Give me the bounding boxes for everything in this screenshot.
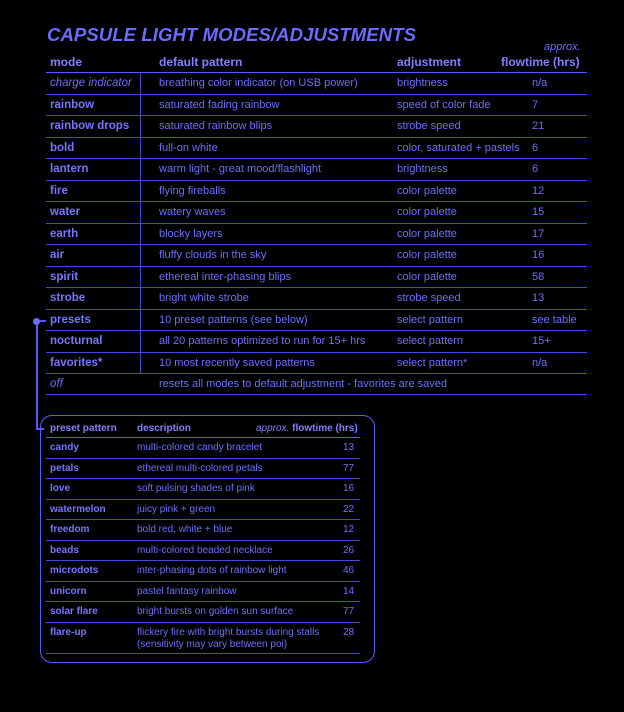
preset-flowtime: 16 (343, 483, 355, 494)
mode-pattern: flying fireballs (159, 184, 226, 197)
mode-adjustment: brightness (397, 163, 448, 175)
mode-flowtime: 15 (532, 206, 545, 218)
table-row (46, 137, 587, 159)
mode-pattern: blocky layers (159, 227, 223, 240)
mode-pattern: 10 preset patterns (see below) (159, 313, 308, 326)
preset-header-pattern: preset pattern (50, 423, 117, 434)
mode-adjustment: color palette (397, 227, 457, 240)
mode-adjustment: color palette (397, 270, 457, 283)
header-flowtime: flowtime (hrs) (501, 55, 580, 69)
mode-adjustment: speed of color fade (397, 98, 491, 111)
table-row (46, 499, 360, 520)
preset-description: bright bursts on golden sun surface (137, 606, 294, 617)
mode-flowtime: 7 (532, 98, 539, 111)
table-row (46, 266, 587, 288)
mode-pattern: ethereal inter-phasing blips (159, 270, 292, 283)
mode-adjustment: strobe speed (397, 292, 461, 304)
table-row (46, 244, 587, 266)
preset-name: love (50, 483, 71, 494)
table-row (46, 72, 587, 94)
mode-name: lantern (50, 163, 89, 175)
preset-name: solar flare (50, 606, 98, 617)
mode-pattern: 10 most recently saved patterns (159, 356, 315, 369)
header-mode: mode (50, 55, 83, 69)
preset-header-description: description (137, 423, 191, 434)
table-row (46, 94, 587, 116)
table-row (46, 158, 587, 180)
connector-dot (33, 318, 40, 325)
mode-adjustment: color palette (397, 206, 457, 218)
preset-name: flare-up (50, 626, 87, 638)
mode-adjustment: strobe speed (397, 120, 461, 132)
preset-description: multi-colored candy bracelet (137, 442, 263, 453)
mode-name: strobe (50, 292, 86, 304)
mode-flowtime: 15+ (532, 335, 551, 347)
table-row (46, 287, 587, 309)
preset-flowtime: 77 (343, 606, 355, 617)
mode-name: bold (50, 141, 75, 154)
mode-name: favorites* (50, 356, 103, 369)
mode-name: water (50, 206, 81, 218)
preset-header-flowtime: flowtime (hrs) (292, 423, 358, 434)
column-divider (140, 72, 141, 373)
table-row (46, 352, 587, 374)
table-row (46, 330, 587, 352)
table-row (46, 201, 587, 223)
mode-adjustment: color, saturated + pastels (397, 141, 520, 154)
preset-description: flickery fire with bright bursts during stalls (sensitivity may vary between poi) (137, 626, 320, 650)
table-row (46, 458, 360, 479)
preset-flowtime: 46 (343, 565, 355, 576)
preset-name: microdots (50, 565, 99, 576)
mode-flowtime: see table (532, 313, 577, 326)
mode-flowtime: 6 (532, 141, 539, 154)
table-row (46, 437, 360, 458)
preset-name: freedom (50, 524, 90, 535)
preset-description: ethereal multi-colored petals (137, 462, 263, 474)
preset-name: candy (50, 442, 79, 453)
preset-flowtime: 28 (343, 626, 355, 638)
mode-pattern: breathing color indicator (on USB power) (159, 77, 358, 89)
table-row (46, 540, 360, 561)
preset-description: soft pulsing shades of pink (137, 483, 255, 494)
mode-pattern: full-on white (159, 141, 218, 154)
preset-flowtime: 13 (343, 442, 355, 453)
mode-adjustment: color palette (397, 184, 457, 197)
preset-flowtime: 14 (343, 585, 355, 597)
table-row (46, 223, 587, 245)
preset-flowtime: 26 (343, 544, 355, 556)
mode-pattern: fluffy clouds in the sky (159, 249, 267, 261)
mode-pattern: resets all modes to default adjustment - favorites are saved (159, 378, 447, 390)
table-row (46, 180, 587, 202)
mode-flowtime: n/a (532, 356, 548, 369)
table-row (46, 622, 360, 654)
preset-flowtime: 22 (343, 503, 355, 515)
table-row (46, 478, 360, 499)
mode-name: fire (50, 184, 68, 197)
preset-name: beads (50, 544, 79, 556)
preset-flowtime: 77 (343, 462, 355, 474)
preset-description: inter-phasing dots of rainbow light (137, 565, 287, 576)
table-row (46, 601, 360, 622)
preset-name: watermelon (50, 503, 106, 515)
table-row (46, 309, 587, 331)
mode-name: rainbow (50, 98, 95, 111)
mode-name: rainbow drops (50, 120, 130, 132)
mode-pattern: bright white strobe (159, 292, 249, 304)
mode-pattern: watery waves (159, 206, 226, 218)
mode-adjustment: select pattern (397, 313, 464, 326)
mode-pattern: saturated rainbow blips (159, 120, 273, 132)
mode-flowtime: 17 (532, 227, 545, 240)
preset-description: bold red, white + blue (137, 524, 233, 535)
modes-table (46, 72, 587, 395)
table-row (46, 560, 360, 581)
mode-flowtime: 21 (532, 120, 545, 132)
table-row (46, 373, 587, 395)
mode-flowtime: 6 (532, 163, 539, 175)
table-row (46, 581, 360, 602)
approx-label: approx. (544, 41, 581, 53)
mode-name: air (50, 249, 65, 261)
mode-flowtime: n/a (532, 77, 548, 89)
mode-flowtime: 58 (532, 270, 545, 283)
mode-name: off (50, 378, 63, 390)
preset-name: unicorn (50, 585, 87, 597)
mode-name: spirit (50, 270, 79, 283)
preset-description: pastel fantasy rainbow (137, 585, 237, 597)
mode-name: charge indicator (50, 77, 132, 89)
mode-pattern: warm light - great mood/flashlight (159, 163, 322, 175)
header-pattern: default pattern (159, 55, 243, 69)
mode-adjustment: brightness (397, 77, 448, 89)
header-adjustment: adjustment (397, 55, 462, 69)
table-row (46, 115, 587, 137)
mode-adjustment: select pattern (397, 335, 464, 347)
page-title: CAPSULE LIGHT MODES/ADJUSTMENTS (47, 24, 417, 45)
table-row (46, 519, 360, 540)
mode-adjustment: color palette (397, 249, 457, 261)
presets-table (46, 437, 360, 654)
preset-description: juicy pink + green (137, 503, 216, 515)
mode-name: presets (50, 313, 91, 326)
preset-description: multi-colored beaded necklace (137, 544, 273, 556)
mode-pattern: saturated fading rainbow (159, 98, 280, 111)
connector-line (36, 321, 38, 429)
mode-flowtime: 13 (532, 292, 545, 304)
mode-adjustment: select pattern* (397, 356, 468, 369)
mode-pattern: all 20 patterns optimized to run for 15+ hrs (159, 335, 366, 347)
mode-flowtime: 12 (532, 184, 545, 197)
preset-name: petals (50, 462, 79, 474)
preset-header-approx: approx. (256, 423, 290, 434)
mode-name: nocturnal (50, 335, 103, 347)
preset-flowtime: 12 (343, 524, 355, 535)
mode-flowtime: 16 (532, 249, 545, 261)
mode-name: earth (50, 227, 79, 240)
